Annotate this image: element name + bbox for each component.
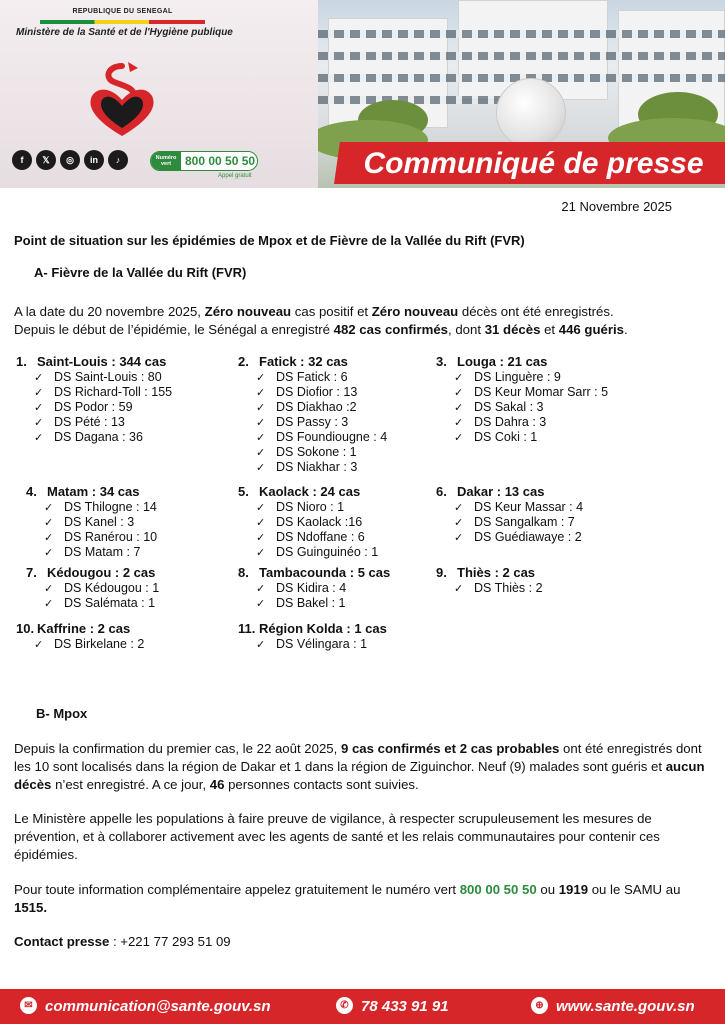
region-name: Kaffrine : 2 cas <box>37 621 131 636</box>
region-name: Kaolack : 24 cas <box>259 484 361 499</box>
region-block <box>238 354 387 475</box>
header <box>0 0 725 188</box>
region-block <box>436 565 543 596</box>
senegal-flag-stripe <box>40 20 205 24</box>
region-number: 11. <box>238 621 256 636</box>
intro-text: décès ont été enregistrés. <box>458 304 614 319</box>
intro-bold: 446 guéris <box>558 322 624 337</box>
region-number: 5. <box>238 484 249 499</box>
mpox-paragraph <box>14 740 716 794</box>
globe-sculpture <box>496 78 566 148</box>
region-name: Région Kolda : 1 cas <box>259 621 387 636</box>
region-block <box>26 484 157 560</box>
district-item: ✓ DS Thilogne : 14 <box>26 500 157 515</box>
intro-bold: 482 cas confirmés <box>333 322 449 337</box>
intro-text: A la date du 20 novembre 2025, <box>14 304 205 319</box>
region-name: Dakar : 13 cas <box>457 484 545 499</box>
district-item: ✓ DS Foundiougne : 4 <box>238 430 387 445</box>
region-block <box>16 354 172 445</box>
district-item: ✓ DS Fatick : 6 <box>238 370 387 385</box>
contact-label: Contact presse <box>14 934 110 949</box>
mpox-bold: aucun décès <box>14 759 705 792</box>
footer-website[interactable] <box>531 989 695 1024</box>
district-item: ✓ DS Vélingara : 1 <box>238 637 387 652</box>
district-item: ✓ DS Keur Momar Sarr : 5 <box>436 385 608 400</box>
district-item: ✓ DS Passy : 3 <box>238 415 387 430</box>
region-block <box>238 565 390 611</box>
ministry-logo-icon <box>78 52 166 142</box>
region-number: 4. <box>26 484 37 499</box>
region-heading <box>238 565 390 581</box>
district-item: ✓ DS Saint-Louis : 80 <box>16 370 172 385</box>
mpox-bold: 46 <box>209 777 225 792</box>
intro-text: , dont <box>448 322 485 337</box>
numero-vert-tag: Numéro vert <box>151 152 181 170</box>
whatsapp-icon: ✆ <box>336 997 353 1014</box>
region-block <box>436 354 608 445</box>
district-item: ✓ DS Bakel : 1 <box>238 596 390 611</box>
district-item: ✓ DS Keur Massar : 4 <box>436 500 583 515</box>
district-item: ✓ DS Thiès : 2 <box>436 581 543 596</box>
footer <box>0 989 725 1024</box>
info-text: ou <box>536 882 559 897</box>
press-banner-title: Communiqué de presse <box>363 147 704 180</box>
document-title: Point de situation sur les épidémies de Mpox et de Fièvre de la Vallée du Rift (FVR) <box>14 233 525 248</box>
region-heading <box>26 565 159 581</box>
footer-phone-text: 78 433 91 91 <box>361 998 449 1015</box>
district-item: ✓ DS Dahra : 3 <box>436 415 608 430</box>
intro-bold: 31 décès <box>484 322 541 337</box>
intro-bold: Zéro nouveau <box>371 304 459 319</box>
region-heading <box>238 621 387 637</box>
district-item: ✓ DS Guinguinéo : 1 <box>238 545 378 560</box>
district-item: ✓ DS Coki : 1 <box>436 430 608 445</box>
info-paragraph <box>14 881 716 917</box>
region-heading <box>16 354 172 370</box>
info-1919[interactable]: 1919 <box>558 882 589 897</box>
region-block <box>238 484 378 560</box>
district-item: ✓ DS Podor : 59 <box>16 400 172 415</box>
district-item: ✓ DS Diofior : 13 <box>238 385 387 400</box>
region-heading <box>436 484 583 500</box>
info-text: ou le SAMU au <box>588 882 681 897</box>
district-item: ✓ DS Kidira : 4 <box>238 581 390 596</box>
intro-text: cas positif et <box>291 304 372 319</box>
intro-text: . <box>624 322 628 337</box>
intro-text: Depuis le début de l’épidémie, le Sénégal a enregistré <box>14 322 334 337</box>
section-a-intro <box>14 303 714 339</box>
info-samu[interactable]: 1515. <box>14 900 48 915</box>
district-item: ✓ DS Dagana : 36 <box>16 430 172 445</box>
region-heading <box>436 354 608 370</box>
contact-line <box>14 933 716 951</box>
info-numero-vert[interactable]: 800 00 50 50 <box>459 882 537 897</box>
x-icon[interactable]: 𝕏 <box>36 150 56 170</box>
intro-text: et <box>540 322 559 337</box>
region-number: 2. <box>238 354 249 369</box>
numero-vert-number: 800 00 50 50 <box>185 154 256 168</box>
region-name: Saint-Louis : 344 cas <box>37 354 167 369</box>
region-number: 8. <box>238 565 249 580</box>
district-item: ✓ DS Richard-Toll : 155 <box>16 385 172 400</box>
region-number: 9. <box>436 565 447 580</box>
section-a-heading: A- Fièvre de la Vallée du Rift (FVR) <box>34 265 247 280</box>
region-number: 10. <box>16 621 35 636</box>
intro-bold: Zéro nouveau <box>204 304 292 319</box>
release-date: 21 Novembre 2025 <box>561 199 672 214</box>
appeal-paragraph: Le Ministère appelle les populations à faire preuve de vigilance, à respecter scrupuleusement les mesures de prévention, et à collaborer activement avec les agents de santé et les relais communautaires pour contenir ces épidémies. <box>14 811 660 862</box>
region-block <box>436 484 583 545</box>
district-item: ✓ DS Sangalkam : 7 <box>436 515 583 530</box>
globe-icon: ⊕ <box>531 997 548 1014</box>
district-item: ✓ DS Birkelane : 2 <box>16 637 144 652</box>
republic-label: REPUBLIQUE DU SENEGAL <box>72 8 173 15</box>
region-block <box>26 565 159 611</box>
district-item: ✓ DS Pété : 13 <box>16 415 172 430</box>
region-heading <box>238 484 378 500</box>
linkedin-icon[interactable]: in <box>84 150 104 170</box>
appel-gratuit-label: Appel gratuit <box>218 173 252 179</box>
district-item: ✓ DS Ranérou : 10 <box>26 530 157 545</box>
region-number: 3. <box>436 354 447 369</box>
region-name: Matam : 34 cas <box>47 484 140 499</box>
instagram-icon[interactable]: ◎ <box>60 150 80 170</box>
region-number: 1. <box>16 354 27 369</box>
district-item: ✓ DS Guédiawaye : 2 <box>436 530 583 545</box>
district-item: ✓ DS Ndoffane : 6 <box>238 530 378 545</box>
footer-email-text: communication@sante.gouv.sn <box>45 998 271 1015</box>
facebook-icon[interactable]: f <box>12 150 32 170</box>
footer-phone[interactable] <box>336 989 449 1024</box>
region-name: Tambacounda : 5 cas <box>259 565 391 580</box>
region-heading <box>436 565 543 581</box>
region-heading <box>26 484 157 500</box>
footer-website-text: www.sante.gouv.sn <box>556 998 695 1015</box>
contact-value[interactable]: : +221 77 293 51 09 <box>109 934 231 949</box>
district-item: ✓ DS Kaolack :16 <box>238 515 378 530</box>
region-name: Louga : 21 cas <box>457 354 548 369</box>
district-item: ✓ DS Salémata : 1 <box>26 596 159 611</box>
mpox-text: ont été enregistrés dont les 10 sont localisés dans la région de Dakar et 1 dans la région de Ziguinchor. Neuf (9) malades sont guéris et <box>14 741 702 774</box>
footer-email[interactable] <box>20 989 271 1024</box>
region-heading <box>238 354 387 370</box>
social-icons <box>12 150 128 170</box>
district-item: ✓ DS Sokone : 1 <box>238 445 387 460</box>
district-item: ✓ DS Linguère : 9 <box>436 370 608 385</box>
region-name: Fatick : 32 cas <box>259 354 348 369</box>
region-name: Thiès : 2 cas <box>457 565 536 580</box>
mpox-bold: 9 cas confirmés et 2 cas probables <box>340 741 560 756</box>
district-item: ✓ DS Nioro : 1 <box>238 500 378 515</box>
region-block <box>16 621 144 652</box>
section-b-heading: B- Mpox <box>36 706 88 721</box>
email-icon: ✉ <box>20 997 37 1014</box>
region-block <box>238 621 387 652</box>
mpox-text: Depuis la confirmation du premier cas, le 22 août 2025, <box>14 741 341 756</box>
region-number: 6. <box>436 484 447 499</box>
region-number: 7. <box>26 565 37 580</box>
district-item: ✓ DS Kanel : 3 <box>26 515 157 530</box>
numero-vert-badge <box>150 151 258 171</box>
district-item: ✓ DS Diakhao :2 <box>238 400 387 415</box>
district-item: ✓ DS Kédougou : 1 <box>26 581 159 596</box>
region-name: Kédougou : 2 cas <box>47 565 156 580</box>
ministry-name: Ministère de la Santé et de l'Hygiène publique <box>16 27 233 38</box>
mpox-text: personnes contacts sont suivies. <box>224 777 419 792</box>
info-text: Pour toute information complémentaire appelez gratuitement le numéro vert <box>14 882 460 897</box>
district-item: ✓ DS Niakhar : 3 <box>238 460 387 475</box>
region-heading <box>16 621 144 637</box>
district-item: ✓ DS Matam : 7 <box>26 545 157 560</box>
district-item: ✓ DS Sakal : 3 <box>436 400 608 415</box>
mpox-text: n’est enregistré. A ce jour, <box>51 777 210 792</box>
tiktok-icon[interactable]: ♪ <box>108 150 128 170</box>
